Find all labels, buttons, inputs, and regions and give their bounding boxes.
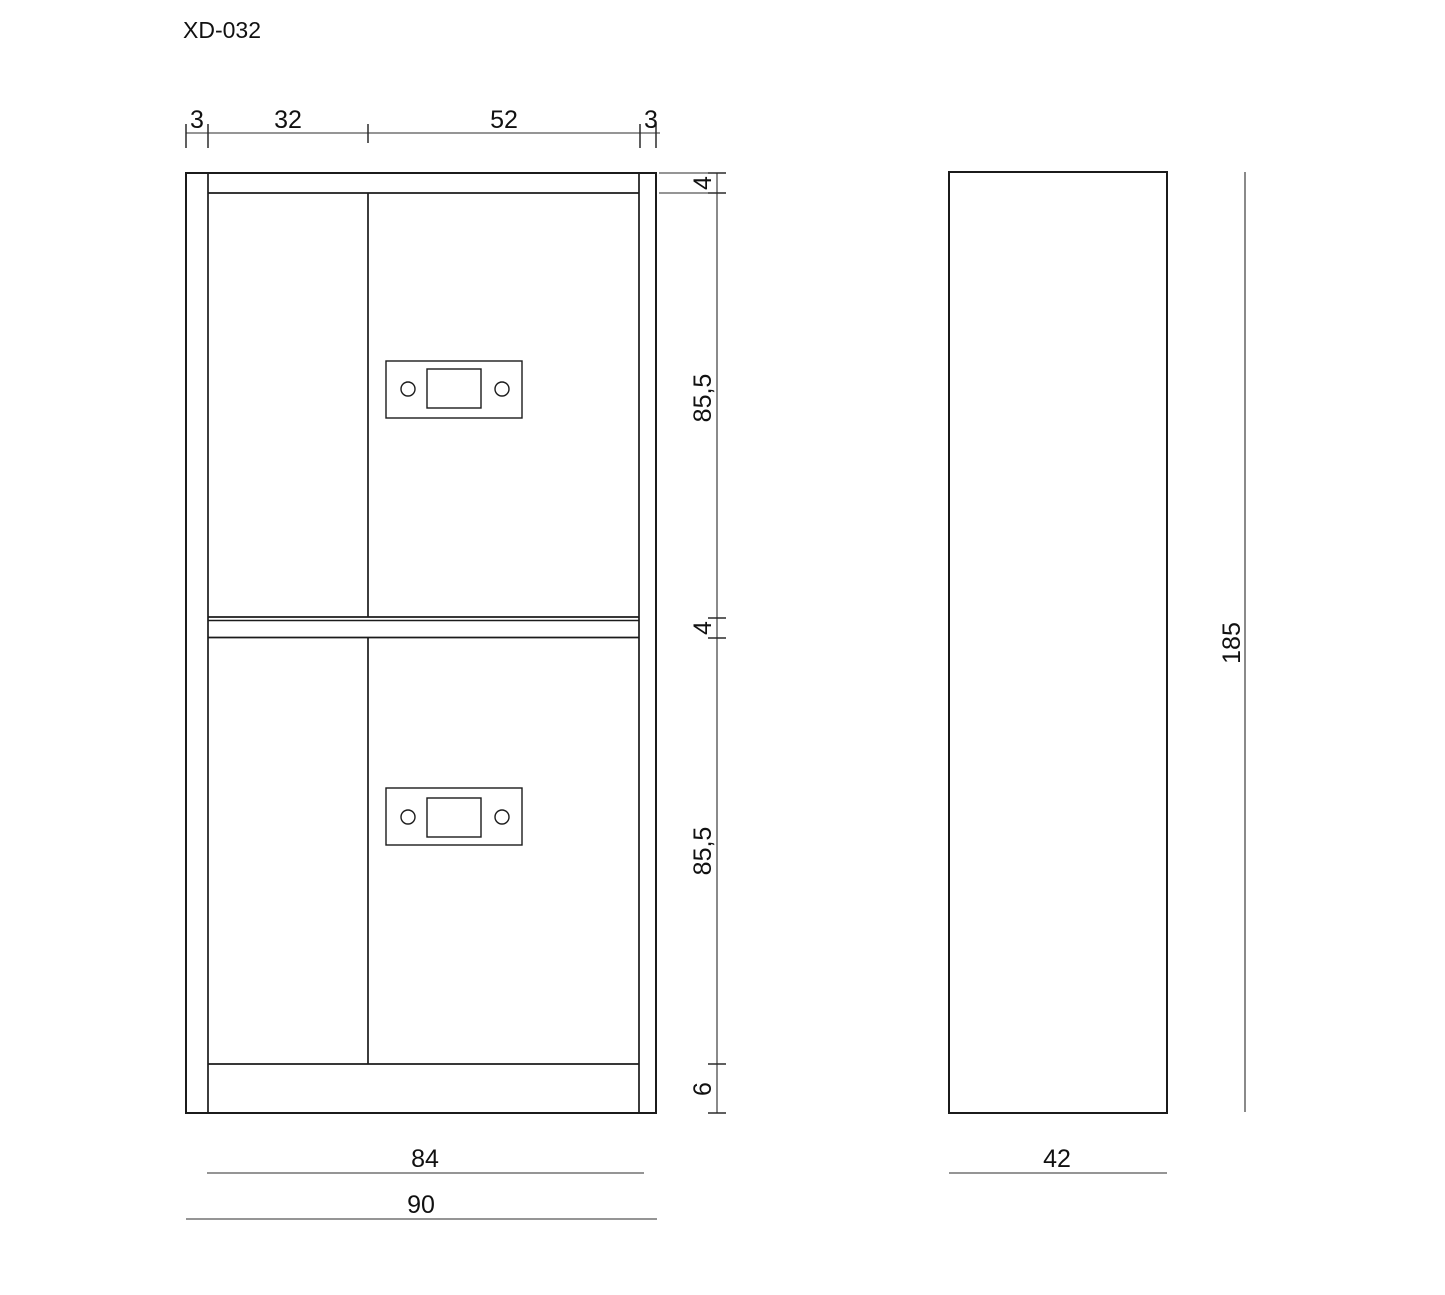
top-dim-label-3-right: 3 [644,106,658,134]
side-dim-label-185: 185 [1218,622,1246,664]
right-dim-label-4-top: 4 [689,176,717,190]
right-dim-label-85-5-top: 85,5 [689,373,717,423]
bottom-dim-label-84: 84 [411,1145,439,1173]
bottom-dim-label-90: 90 [407,1191,435,1219]
right-dim-label-85-5-bottom: 85,5 [689,826,717,876]
top-dim-label-52: 52 [490,106,518,134]
side-view-outline [949,172,1167,1113]
upper-lock-screw-hole-left [401,382,415,396]
front-view [186,173,656,1113]
top-dimension-chain [186,106,660,148]
top-dim-label-3-left: 3 [190,106,204,134]
right-dim-label-6: 6 [689,1082,717,1096]
side-view-dimensions [949,172,1246,1173]
lower-lock-plate [386,788,522,845]
lower-lock-screw-hole-left [401,810,415,824]
bottom-dimensions-front [186,1145,657,1219]
upper-lock-screw-hole-right [495,382,509,396]
side-view [949,172,1167,1113]
lower-lock-screw-hole-right [495,810,509,824]
lower-lock-cutout [427,798,481,837]
drawing-title: XD-032 [183,17,261,43]
front-view-outline [186,173,656,1113]
side-dim-label-42: 42 [1043,1145,1071,1173]
upper-lock-plate [386,361,522,418]
right-dim-label-4-mid: 4 [689,621,717,635]
right-dimension-chain [659,173,726,1113]
upper-lock-cutout [427,369,481,408]
top-dim-label-32: 32 [274,106,302,134]
